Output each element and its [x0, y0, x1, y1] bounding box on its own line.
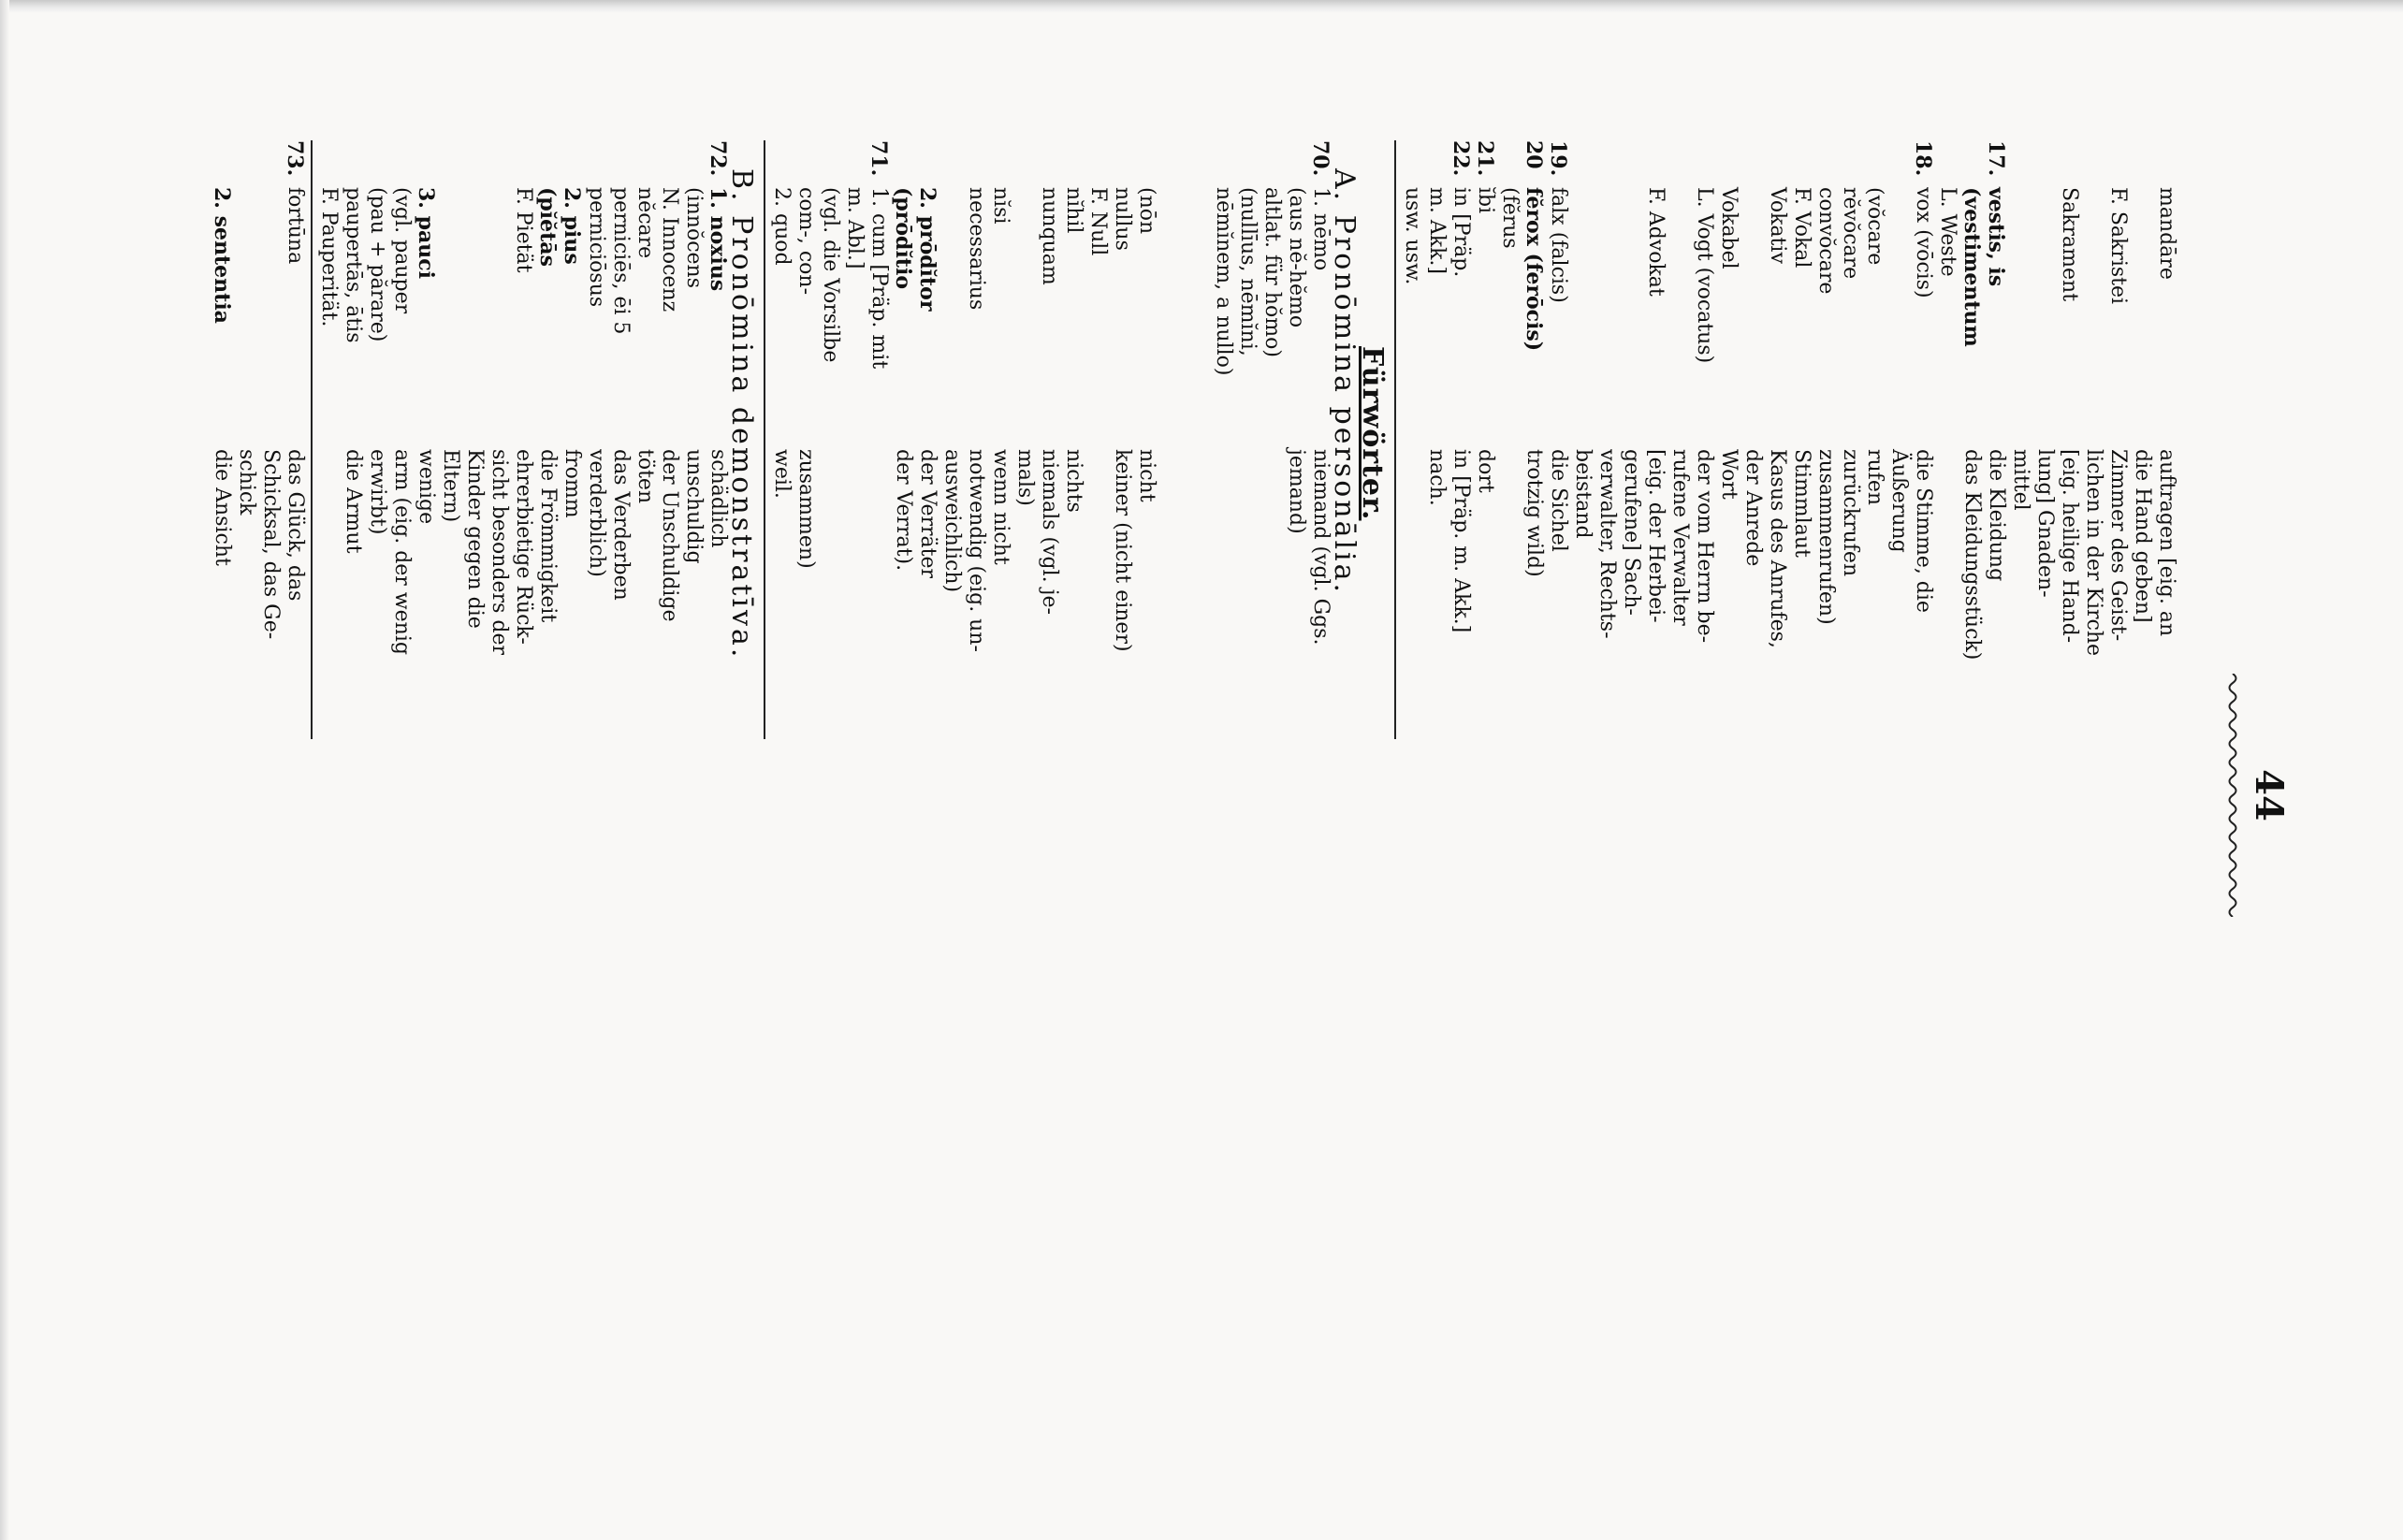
german-meaning: wenige [415, 449, 438, 525]
german-meaning: töten [634, 449, 657, 504]
latin-term: L. Weste [1936, 187, 1959, 277]
german-meaning: niemand (vgl. Ggs. [1309, 449, 1333, 646]
vocab-row [1765, 140, 1789, 758]
german-meaning: rufen [1863, 449, 1886, 506]
vocab-row [1235, 140, 1260, 758]
german-meaning: schädlich [706, 449, 730, 548]
latin-term: perniciēs, ēi 5 [609, 187, 633, 335]
vocab-row [2032, 140, 2057, 758]
vocab-row [1522, 140, 1546, 758]
german-meaning: Äußerung [1887, 449, 1911, 553]
latin-term: 3. pauci [414, 187, 438, 280]
german-meaning: Kasus des Anrufes, [1766, 449, 1789, 648]
latin-term: (innŏcens [682, 187, 706, 289]
entry-number: 70. [1308, 140, 1333, 177]
german-meaning: die Armut [342, 449, 365, 554]
vocab-row [511, 140, 535, 758]
vocab-row [560, 140, 584, 758]
latin-term: (prōdĭtio [891, 187, 915, 289]
latin-term: F. Null [1086, 187, 1110, 256]
german-meaning: dort [1474, 449, 1497, 493]
vocab-row [2154, 140, 2178, 758]
latin-term: (vestimentum [1959, 187, 1984, 347]
vocab-row [769, 140, 794, 758]
latin-term: (vgl. pauper [390, 187, 414, 314]
german-meaning: Kinder gegen die [463, 449, 487, 629]
german-meaning: weil. [770, 449, 794, 499]
vocab-row [1959, 140, 1984, 758]
german-meaning: [eig. heilige Hand- [2058, 449, 2081, 644]
german-meaning: Zimmer des Geist- [2106, 449, 2130, 642]
latin-term: fĕrox (ferōcis) [1522, 187, 1546, 352]
vocab-row [1935, 140, 1959, 758]
entry-number: 72. [706, 140, 730, 177]
german-meaning: trotzig wild) [1522, 449, 1546, 577]
vocab-row [1260, 140, 1284, 758]
german-meaning: jemand) [1285, 449, 1308, 534]
vocab-row [316, 140, 341, 758]
german-meaning: auftragen [eig. an [2155, 449, 2178, 637]
latin-term: 1. nēmo [1309, 187, 1333, 271]
german-meaning: verwalter, Rechts- [1595, 449, 1619, 639]
german-meaning: erwirbt) [366, 449, 389, 535]
latin-term: nēmĭnem, a nullo) [1212, 187, 1235, 376]
latin-term: in [Präp. [1449, 187, 1473, 278]
vocab-row [438, 140, 462, 758]
vocab-row [414, 140, 438, 758]
latin-term: nĕcare [634, 187, 657, 259]
vocab-row [341, 140, 365, 758]
vocab-row [964, 140, 988, 758]
german-meaning: nichts [1062, 449, 1085, 513]
vocab-row [1813, 140, 1838, 758]
latin-term: com-, con- [794, 187, 818, 296]
latin-term: 2. quod [770, 187, 794, 266]
vocab-row [389, 140, 414, 758]
vocabulary-column-1 [1168, 140, 2178, 758]
vocab-row [462, 140, 487, 758]
entry-number: 73. [283, 140, 307, 177]
vocab-row [1400, 140, 1424, 758]
german-meaning: [eig. der Herbei- [1644, 449, 1668, 623]
vocab-row [633, 140, 657, 758]
german-meaning: das Kleidungsstück) [1960, 449, 1984, 661]
vocab-row [2081, 140, 2105, 758]
vocab-row [1211, 140, 1235, 758]
latin-term: (vŏcare [1863, 187, 1886, 266]
entry-number: 19. [1546, 140, 1570, 177]
vocab-row [1424, 140, 1449, 758]
german-meaning: die Sichel [1547, 449, 1570, 552]
page-number: 44 [2247, 769, 2291, 821]
latin-term: (aus nĕ-hĕmo [1285, 187, 1308, 328]
german-meaning: die Ansicht [211, 449, 234, 566]
vocab-row [1789, 140, 1813, 758]
vocab-row [1497, 140, 1522, 758]
vocab-row [234, 140, 258, 758]
latin-term: (pau + părare) [366, 187, 389, 342]
latin-term: Vokativ [1766, 187, 1789, 264]
german-meaning: wenn nicht [989, 449, 1012, 565]
latin-term: F. Advokat [1644, 187, 1668, 297]
vocab-row [915, 140, 939, 758]
latin-term: usw. usw. [1401, 187, 1424, 285]
vocab-row [1012, 140, 1037, 758]
german-meaning: die Kleidung [1985, 449, 2008, 582]
vocab-row [365, 140, 389, 758]
entry-number: 71. [867, 140, 891, 177]
latin-term: F. Pietät [512, 187, 535, 273]
latin-term: nĭhil [1062, 187, 1085, 234]
german-meaning: nicht [1135, 449, 1158, 502]
german-meaning: mals) [1013, 449, 1037, 506]
german-meaning: die Frömmigkeit [536, 449, 560, 623]
latin-term: altlat. für hŏmo) [1260, 187, 1284, 357]
entry-number: 21. [1473, 140, 1497, 177]
latin-term: F. Sakristei [2106, 187, 2130, 305]
german-meaning: mittel [2009, 449, 2032, 511]
latin-term: 2. sententia [210, 187, 234, 324]
latin-term: N. Innocenz [658, 187, 681, 312]
german-meaning: unschuldig [682, 449, 706, 564]
vocab-row [2057, 140, 2081, 758]
vocab-row [1061, 140, 1085, 758]
vocab-row [258, 140, 283, 758]
latin-term: nullus [1111, 187, 1134, 251]
german-meaning: zurückrufen [1839, 449, 1862, 577]
german-meaning: schick [235, 449, 258, 516]
german-meaning: Stimmlaut [1790, 449, 1813, 558]
german-meaning: der Verrat). [892, 449, 915, 572]
vocab-row [818, 140, 842, 758]
vocab-row [584, 140, 608, 758]
latin-term: convŏcare [1814, 187, 1838, 295]
vocab-row [988, 140, 1012, 758]
german-meaning: der Unschuldige [658, 449, 681, 622]
vocab-row [1984, 140, 2008, 758]
vocab-row [1037, 140, 1061, 758]
german-meaning: sicht besonders der [488, 449, 511, 655]
latin-term: vestis, is [1984, 187, 2008, 287]
latin-term: nĭsi [989, 187, 1012, 225]
vocabulary-column-2 [36, 140, 1158, 758]
latin-term: (pĭĕtās [535, 187, 560, 267]
vocab-row [283, 140, 307, 758]
vocab-row [1449, 140, 1473, 758]
latin-term: 1. noxius [706, 187, 730, 292]
latin-term: Vokabel [1717, 187, 1740, 269]
german-meaning: ehrerbietige Rück- [512, 449, 535, 645]
vocab-row [794, 140, 818, 758]
vocab-row [1134, 140, 1158, 758]
latin-term: F. Pauperität. [317, 187, 341, 327]
german-meaning: lung] Gnaden- [2033, 449, 2057, 598]
latin-term: Sakrament [2058, 187, 2081, 302]
section-divider [1394, 140, 1396, 739]
vocab-row [1570, 140, 1595, 758]
latin-term: (nōn [1135, 187, 1158, 235]
vocab-row [939, 140, 964, 758]
section-heading-fuerwoerter: Fürwörter. [1356, 346, 1389, 521]
latin-term: (fĕrus [1498, 187, 1522, 249]
vocab-row [891, 140, 915, 758]
vocab-row [1308, 140, 1333, 758]
vocab-row [535, 140, 560, 758]
latin-term: ĭbi [1474, 187, 1497, 214]
german-meaning: ausweichlich) [940, 449, 964, 593]
vocab-row [681, 140, 706, 758]
entry-number: 17. [1984, 140, 2008, 177]
latin-term: 1. cum [Präp. mit [867, 187, 891, 370]
latin-term: mandāre [2155, 187, 2178, 280]
vocab-row [1546, 140, 1570, 758]
german-meaning: notwendig (eig. un- [965, 449, 988, 652]
german-meaning: der vom Herrn be- [1693, 449, 1716, 644]
latin-term: L. Vogt (vocatus) [1693, 187, 1716, 364]
vocab-row [1085, 140, 1110, 758]
entry-number: 20 [1522, 140, 1546, 169]
german-meaning: fromm [561, 449, 584, 518]
latin-term: (vgl. die Vorsilbe [819, 187, 842, 363]
german-meaning: die Hand geben] [2131, 449, 2154, 623]
section-heading-pronomina-personalia: A. Pronōmina personālia. [1328, 168, 1361, 596]
vocab-row [706, 140, 730, 758]
vocab-row [1862, 140, 1886, 758]
latin-term: fortūna [284, 187, 307, 265]
german-meaning: verderblich) [585, 449, 608, 577]
latin-term: falx (falcis) [1547, 187, 1570, 303]
vocab-row [1284, 140, 1308, 758]
vocab-row [608, 140, 633, 758]
vocab-row [2130, 140, 2154, 758]
section-heading-pronomina-demonstrativa: B. Pronōmina demonstratīva. [725, 168, 758, 661]
vocab-row [1838, 140, 1862, 758]
entry-number: 18. [1911, 140, 1935, 177]
section-divider [764, 140, 765, 739]
latin-term: perniciōsus [585, 187, 608, 308]
german-meaning: nach. [1425, 449, 1449, 506]
vocab-row [210, 140, 234, 758]
german-meaning: gerufene] Sach- [1620, 449, 1643, 616]
latin-term: 2. prōdĭtor [915, 187, 939, 312]
vocab-row [2008, 140, 2032, 758]
german-meaning: keiner (nicht einer) [1111, 449, 1134, 652]
entry-number: 22. [1449, 140, 1473, 177]
german-meaning: der Anrede [1741, 449, 1765, 567]
german-meaning: arm (eig. der wenig [390, 449, 414, 655]
german-meaning: das Glück, das [284, 449, 307, 602]
vocab-row [1110, 140, 1134, 758]
vocab-row [2105, 140, 2130, 758]
vocab-row [842, 140, 867, 758]
section-divider [311, 140, 313, 739]
german-meaning: das Verderben [609, 449, 633, 601]
german-meaning: der Verräter [916, 449, 939, 579]
decorative-wavy-rule [2226, 674, 2239, 917]
vocab-row [1886, 140, 1911, 758]
vocab-row [1692, 140, 1716, 758]
vocab-row [1740, 140, 1765, 758]
german-meaning: Eltern) [439, 449, 462, 523]
latin-term: m. Akk.] [1425, 187, 1449, 274]
latin-term: rĕvŏcare [1839, 187, 1862, 280]
german-meaning: in [Präp. m. Akk.] [1449, 449, 1473, 633]
vocab-row [487, 140, 511, 758]
german-meaning: rufene Verwalter [1668, 449, 1692, 626]
german-meaning: Schicksal, das Ge- [259, 449, 283, 640]
vocab-row [867, 140, 891, 758]
german-meaning: zusammen) [794, 449, 818, 569]
german-meaning: beistand [1571, 449, 1595, 539]
vocab-row [1473, 140, 1497, 758]
latin-term: m. Abl.] [843, 187, 867, 269]
latin-term: vox (vōcis) [1912, 187, 1935, 298]
vocab-row [1595, 140, 1619, 758]
latin-term: (nullīus, nēmĭni, [1236, 187, 1260, 356]
latin-term: 2. pius [560, 187, 584, 265]
latin-term: necessarius [965, 187, 988, 311]
vocab-row [657, 140, 681, 758]
vocab-row [1716, 140, 1740, 758]
vocab-row [1619, 140, 1643, 758]
latin-term: nunquam [1038, 187, 1061, 285]
vocab-row [1668, 140, 1692, 758]
vocab-row [1911, 140, 1935, 758]
latin-term: paupertās, ātis [342, 187, 365, 343]
german-meaning: zusammenrufen) [1814, 449, 1838, 625]
latin-term: F. Vokal [1790, 187, 1813, 269]
german-meaning: lichen in der Kirche [2082, 449, 2105, 657]
german-meaning: niemals (vgl. je- [1038, 449, 1061, 615]
german-meaning: die Stimme, die [1912, 449, 1935, 613]
german-meaning: Wort [1717, 449, 1740, 500]
vocab-row [1643, 140, 1668, 758]
